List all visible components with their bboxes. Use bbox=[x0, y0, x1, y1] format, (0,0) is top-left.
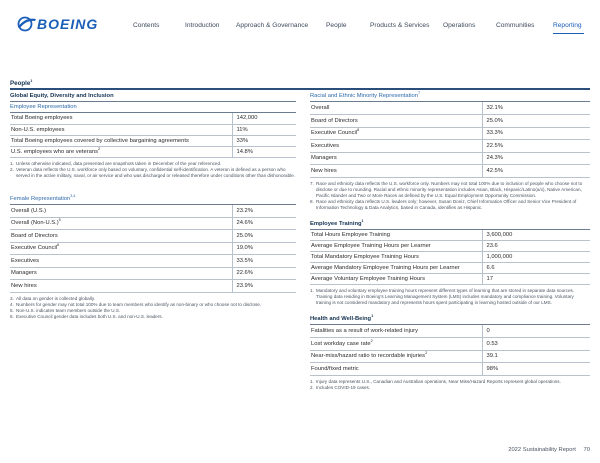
row-label: Lost workday case rate$^2$ bbox=[310, 338, 482, 351]
section-title bbox=[10, 80, 32, 87]
table-row bbox=[10, 217, 296, 230]
row-label: New hires bbox=[310, 165, 482, 178]
right-column bbox=[310, 91, 590, 391]
table-row bbox=[310, 115, 590, 128]
row-label: Total Boeing employees bbox=[10, 113, 232, 124]
employee-representation-header: Employee Representation bbox=[10, 102, 296, 113]
row-value: 23.9% bbox=[232, 280, 296, 293]
female-representation-table bbox=[10, 205, 296, 293]
table-row bbox=[10, 113, 296, 124]
table-row bbox=[10, 255, 296, 268]
table-row bbox=[310, 350, 590, 363]
row-label: Found/fixed metric bbox=[310, 363, 482, 376]
row-value: 98% bbox=[482, 363, 590, 376]
table-row bbox=[310, 152, 590, 165]
employee-training-table bbox=[310, 230, 590, 286]
row-value: 33.3% bbox=[482, 127, 590, 140]
row-value: 1,000,000 bbox=[482, 252, 590, 263]
footnote: 1. Injury data represents U.S., Canadian and Australian operations, Near Miss/Hazard Reports represent global operations. bbox=[310, 378, 561, 384]
footnote: 5. Non-U.S. indicates team members outside the U.S. bbox=[10, 307, 121, 313]
table-row bbox=[10, 124, 296, 135]
row-label: Average Voluntary Employee Training Hours bbox=[310, 274, 482, 285]
row-label: Executive Council$^8$ bbox=[310, 127, 482, 140]
page-footer bbox=[508, 447, 590, 453]
nav-communities[interactable]: Communities bbox=[496, 22, 535, 29]
nav-reporting[interactable]: Reporting bbox=[553, 22, 582, 29]
row-label: Overall (U.S.) bbox=[10, 205, 232, 218]
row-value: 25.0% bbox=[232, 230, 296, 243]
row-value: 19.0% bbox=[232, 242, 296, 255]
row-label: Overall bbox=[310, 102, 482, 115]
row-value: 17 bbox=[482, 274, 590, 285]
row-value: 142,000 bbox=[232, 113, 296, 124]
row-label: New hires bbox=[10, 280, 232, 293]
footnote: 1. Mandatory and voluntary employee training hours represent different types of learning that are stored in separate data sources. Training data residing in Boeing's Learning Management System (LMS) includes mandatory and compliance training. Voluntary training is not considered mandatory and represents hours spent participating in learning hosted outside of our LMS. bbox=[310, 288, 575, 305]
row-label: Non-U.S. employees bbox=[10, 124, 232, 135]
row-label: Managers bbox=[10, 267, 232, 280]
row-label: Managers bbox=[310, 152, 482, 165]
row-label: Board of Directors bbox=[10, 230, 232, 243]
row-label: U.S. employees who are veterans$^2$ bbox=[10, 146, 232, 157]
table-row bbox=[310, 338, 590, 351]
nav-operations[interactable]: Operations bbox=[443, 22, 476, 29]
footer-report-name: 2022 Sustainability Report bbox=[508, 447, 576, 453]
footnote: 2. Veteran data reflects the U.S. workforce only based on voluntary, confidential self-identification. A veteran is defined as a person who served in the active military, naval, or air service and who was discharged or released therefore under conditions other than dishonorable. bbox=[10, 166, 296, 178]
row-label: Near-miss/hazard ratio to recordable injuries$^2$ bbox=[310, 350, 482, 363]
row-value: 0.53 bbox=[482, 338, 590, 351]
table-row bbox=[310, 140, 590, 153]
row-value: 33% bbox=[232, 135, 296, 146]
racial-representation-table bbox=[310, 102, 590, 178]
table-row bbox=[310, 102, 590, 115]
left-column bbox=[10, 91, 296, 320]
footnote: 8. Race and ethnicity data reflects U.S. leaders only; however, Susan Doniz, Chief Information Officer and Senior Vice President of Information Technology & Data Analytics, based in Canada, identifies as Hispanic. bbox=[310, 198, 577, 210]
racial-representation-header: Racial and Ethnic Minority Representation$^7$ bbox=[310, 91, 590, 102]
employee-training-header: Employee Training$^1$ bbox=[310, 219, 590, 230]
row-value: 39.1 bbox=[482, 350, 590, 363]
table-row bbox=[10, 267, 296, 280]
row-label: Total Mandatory Employee Training Hours bbox=[310, 252, 482, 263]
section-rule bbox=[10, 88, 590, 90]
health-footnotes bbox=[310, 376, 590, 391]
table-row bbox=[10, 146, 296, 157]
main-nav bbox=[133, 22, 592, 34]
section-title-sup: 1 bbox=[30, 78, 33, 83]
table-row bbox=[10, 205, 296, 218]
female-representation-header: Female Representation$^{3,4}$ bbox=[10, 194, 296, 205]
employee-representation-table bbox=[10, 113, 296, 158]
table-row bbox=[310, 252, 590, 263]
row-label: Total Hours Employee Training bbox=[310, 230, 482, 241]
footnote: 7. Race and ethnicity data reflects the U.S. workforce only. Numbers may not total 100% due to inclusion of people who choose not to disclose or due to rounding. Racial and ethnic minority representation includes Asian, Black, Hispanic/Latino(a/x), Native American, Pacific Islander and Two or More Races as defined by the U.S. Equal Employment Opportunity Commission. bbox=[310, 180, 583, 198]
row-label: Executives bbox=[310, 140, 482, 153]
gedi-header: Global Equity, Diversity and Inclusion bbox=[10, 91, 296, 102]
top-navigation-bar bbox=[0, 0, 600, 50]
boeing-logo-wordmark: BOEING bbox=[37, 16, 99, 32]
row-value: 11% bbox=[232, 124, 296, 135]
row-value: 6.6 bbox=[482, 263, 590, 274]
footnote: 3. All data on gender is collected globally. bbox=[10, 295, 96, 301]
row-label: Executives bbox=[10, 255, 232, 268]
table-row bbox=[310, 263, 590, 274]
nav-contents[interactable]: Contents bbox=[133, 22, 160, 29]
boeing-logo[interactable] bbox=[16, 13, 110, 35]
nav-approach-governance[interactable]: Approach & Governance bbox=[236, 22, 309, 29]
table-row bbox=[310, 165, 590, 178]
row-value: 33.5% bbox=[232, 255, 296, 268]
row-value: 3,600,000 bbox=[482, 230, 590, 241]
row-value: 14.8% bbox=[232, 146, 296, 157]
table-row bbox=[10, 280, 296, 293]
row-value: 42.5% bbox=[482, 165, 590, 178]
health-wellbeing-table bbox=[310, 325, 590, 376]
table-row bbox=[310, 274, 590, 285]
row-label: Fatalities as a result of work-related injury bbox=[310, 325, 482, 338]
table-row bbox=[10, 230, 296, 243]
row-label: Overall $(Non-U.S.)^5$ bbox=[10, 217, 232, 230]
page-number: 70 bbox=[583, 447, 590, 453]
table-row bbox=[310, 127, 590, 140]
table-row bbox=[10, 242, 296, 255]
nav-products-services[interactable]: Products & Services bbox=[370, 22, 430, 29]
row-label: Total Boeing employees covered by collective bargaining agreements bbox=[10, 135, 232, 146]
nav-introduction[interactable]: Introduction bbox=[185, 22, 220, 29]
employee-footnotes bbox=[10, 158, 296, 188]
table-row bbox=[310, 230, 590, 241]
row-value: 23.2% bbox=[232, 205, 296, 218]
row-value: 22.5% bbox=[482, 140, 590, 153]
table-row bbox=[310, 325, 590, 338]
footnote: 6. Executive Council gender data includes both U.S. and non-U.S. leaders. bbox=[10, 313, 163, 319]
female-footnotes bbox=[10, 293, 296, 320]
table-row bbox=[310, 363, 590, 376]
row-value: 24.3% bbox=[482, 152, 590, 165]
row-value: 24.6% bbox=[232, 217, 296, 230]
footnote: 4. Numbers for gender may not total 100% due to team members who identify as non-binary or who choose not to disclose. bbox=[10, 301, 262, 307]
racial-footnotes bbox=[310, 178, 590, 211]
nav-people[interactable]: People bbox=[326, 22, 347, 29]
row-value: 25.0% bbox=[482, 115, 590, 128]
health-wellbeing-header: Health and Well-Being$^1$ bbox=[310, 314, 590, 325]
row-value: 22.6% bbox=[232, 267, 296, 280]
row-label: Average Employee Training Hours per Learner bbox=[310, 241, 482, 252]
row-value: 23.6 bbox=[482, 241, 590, 252]
footnote: 2. Includes COVID-19 cases. bbox=[310, 384, 371, 390]
row-value: 32.1% bbox=[482, 102, 590, 115]
table-row bbox=[10, 135, 296, 146]
table-row bbox=[310, 241, 590, 252]
row-label: Executive Council$^6$ bbox=[10, 242, 232, 255]
section-title-text: People bbox=[10, 80, 31, 87]
footnote: 1. Unless otherwise indicated, data presented are snapshots taken in December of the year referenced. bbox=[10, 160, 222, 166]
row-label: Average Mandatory Employee Training Hours per Learner bbox=[310, 263, 482, 274]
nav-active-underline bbox=[553, 33, 584, 34]
row-label: Board of Directors bbox=[310, 115, 482, 128]
training-footnotes bbox=[310, 285, 590, 306]
row-value: 0 bbox=[482, 325, 590, 338]
